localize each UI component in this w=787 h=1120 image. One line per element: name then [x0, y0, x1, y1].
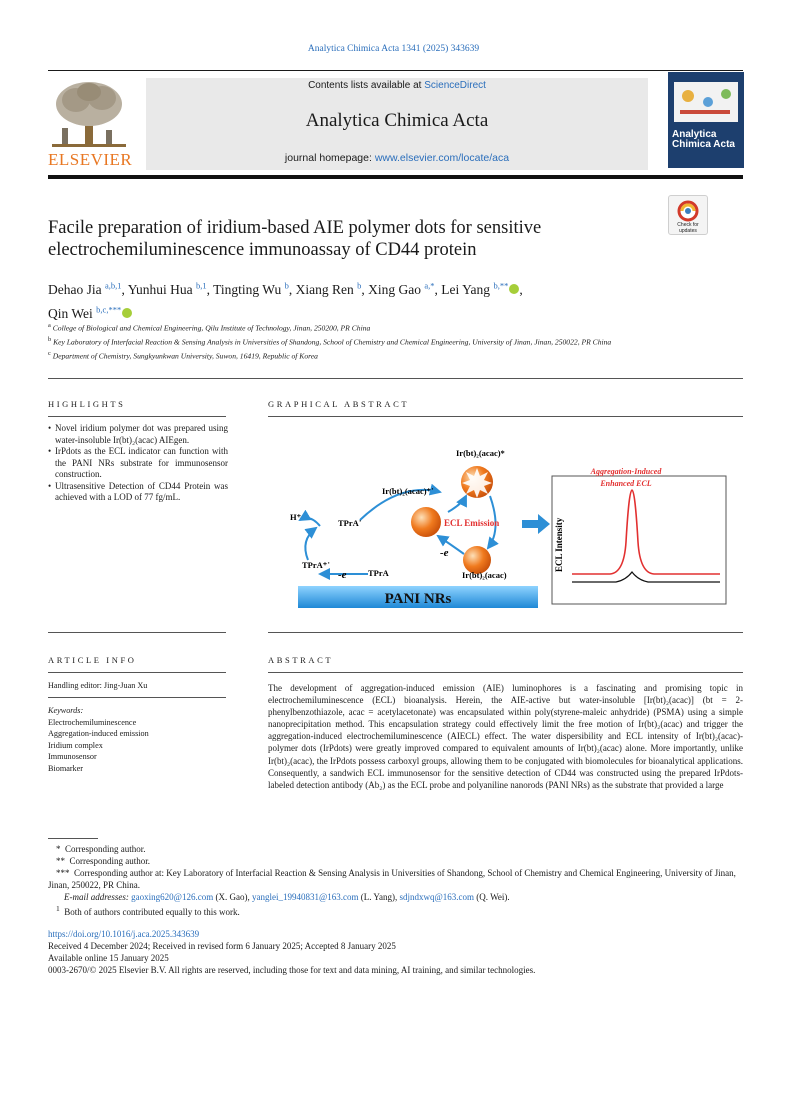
proton-label: H⁺ [290, 512, 302, 522]
journal-cover-image[interactable] [668, 72, 744, 168]
arrow [300, 518, 320, 526]
graphical-abstract-figure[interactable] [280, 432, 740, 622]
tpra-label: TPrA [368, 568, 389, 578]
homepage-line: journal homepage: www.elsevier.com/locate/aca [284, 152, 510, 164]
highlight-item: • Novel iridium polymer dot was prepared using water-insoluble Ir(bt)₂(acac) AIEgen. [48, 423, 228, 446]
author: Qin Wei $^{b,c,***}$ [48, 306, 132, 321]
affiliation: $^a$ College of Biological and Chemical Engineering, Qilu Institute of Technology, Jinan, 250200, PR China [48, 322, 371, 333]
keyword: Electrochemiluminescence [48, 717, 137, 727]
article-info-heading: ARTICLE INFO [48, 655, 137, 665]
footnote-corresponding: * Corresponding author. [56, 844, 146, 854]
ecl-plot-frame [552, 476, 726, 604]
keyword: Aggregation-induced emission [48, 729, 149, 738]
plot-y-axis-label: ECL Intensity [554, 517, 564, 572]
received-dates: Received 4 December 2024; Received in revised form 6 January 2025; Accepted 8 January 2025 [48, 941, 396, 952]
article-info-rule [48, 697, 226, 698]
journal-citation[interactable]: Analytica Chimica Acta 1341 (2025) 343639 [307, 44, 480, 54]
article-info-rule [48, 672, 226, 673]
left-column-rule [48, 632, 226, 633]
online-date: Available online 15 January 2025 [48, 953, 169, 964]
author: Lei Yang $^{b,**}$ , [441, 280, 523, 297]
keyword: Iridium complex [48, 740, 103, 750]
plot-title-line2: Enhanced ECL [600, 479, 652, 488]
keywords-block [48, 705, 226, 774]
orcid-icon[interactable] [509, 284, 519, 294]
doi-link[interactable]: https://doi.org/10.1016/j.aca.2025.343639 [48, 929, 200, 939]
footnotes [48, 843, 748, 919]
author-list [48, 275, 748, 324]
ecl-emission-label: ECL Emission [444, 518, 500, 528]
tpra-radical-label: TPrA˙ [338, 518, 362, 528]
highlight-item: • IrPdots as the ECL indicator can function with the PANI NRs substrate for immunosensor construction. [48, 446, 228, 481]
footnote-corresponding: *** Corresponding author at: Key Laboratory of Interfacial Reaction & Sensing Analysis in Universities of Shandong, School of Chemistry and Chemical Engineering, University of Jinan, Jinan, 250022, PR China. [48, 868, 736, 891]
masthead-bottom-bar [48, 175, 743, 179]
graphical-abstract-rule [268, 416, 743, 417]
abstract-rule [268, 672, 743, 673]
author: Yunhui Hua $^{b,1}$, [127, 280, 214, 297]
affiliations [48, 320, 668, 362]
ecl-emission-particle [411, 507, 441, 537]
abstract-heading: ABSTRACT [268, 655, 334, 665]
publication-info [48, 928, 748, 976]
orcid-icon[interactable] [122, 308, 132, 318]
copyright: 0003-2670/© 2025 Elsevier B.V. All rights are reserved, including those for text and data mining, AI training, and similar technologies. [48, 965, 536, 976]
electron-loss-label: -e [440, 547, 449, 559]
email-link[interactable]: sdjndxwq@163.com [399, 892, 475, 903]
right-column-rule [268, 632, 743, 633]
emission-burst-icon [462, 468, 492, 498]
highlight-item: • Ultrasensitive Detection of CD44 Protein was achieved with a LOD of 77 fg/mL. [48, 481, 228, 504]
affiliation: $^b$ Key Laboratory of Interfacial Reaction & Sensing Analysis in Universities of Shandong, School of Chemistry and Chemical Engineering, University of Jinan, Jinan, 250022, PR China [48, 336, 612, 347]
author: Xiang Ren $^b$, [295, 280, 369, 297]
author: Xing Gao $^{a,*}$, [368, 280, 442, 297]
excited-state-label: Ir(bt)₂(acac)* [456, 448, 505, 458]
footnote-rule [48, 838, 98, 839]
publisher-logo-text: ELSEVIER [48, 150, 133, 169]
contents-line: Contents lists available at ScienceDirect [308, 80, 486, 91]
article-title: Facile preparation of iridium-based AIE polymer dots for sensitive electrochemiluminescence immunoassay of CD44 protein [48, 218, 542, 260]
highlights-list [48, 423, 228, 504]
email-link[interactable]: gaoxing620@126.com [131, 892, 214, 903]
keyword: Biomarker [48, 763, 84, 773]
highlights-rule [48, 416, 226, 417]
email-link[interactable]: yanglei_19940831@163.com [251, 892, 359, 903]
cation-label: Ir(bt)₂(acac)⁺˙ [382, 486, 434, 496]
affiliation: $^c$ Department of Chemistry, Sungkyunkwan University, Suwon, 16419, Republic of Korea [48, 350, 318, 361]
footnote-equal-contribution: $^1$ Both of authors contributed equally to this work. [56, 904, 240, 918]
footnote-emails: E-mail addresses: gaoxing620@126.com (X. Gao), yanglei_19940831@163.com (L. Yang), sdjndxwq@163.com (Q. Wei). [64, 892, 510, 903]
graphical-abstract-heading: GRAPHICAL ABSTRACT [268, 399, 410, 409]
abstract-text: The development of aggregation-induced emission (AIE) luminophores is a fascinating and promising topic in electrochemiluminescence (ECL) bioanalysis. Herein, the AIE-active but water-insoluble [Ir(bt)₂(acac)] (bt = 2-phenylbenzothiazole, acac = acetylacetonate) was encapsulated within poly(styrene-maleic anhydride) (PSMA) using a simple nanoprecipitation method. This encapsulation strategy could effectively limit the free motion of Ir(bt)₂(acac) and trigger the aggregation-induced electrochemiluminescence (AIECL) effect. The water dispersibility and ECL intensity of Ir(bt)₂(acac)-polymer dots (IrPdots) were greatly improved compared to equivalent amounts of Ir(bt)₂(acac) alone. More importantly, unlike Ir(bt)₂(acac), the IrPdots possess carboxyl groups, allowing them to be conjugated with biomolecules for bioanalytical applications. Consequently, a sandwich ECL immunosensor for the sensitive detection of CD44 was constructed using the prepared IrPdots-labeled detection antibody (Ab₂) as the ECL probe and polyaniline nanorods (PANI NRs) as the substrate that provided a large [268, 683, 743, 790]
highlights-heading: HIGHLIGHTS [48, 399, 126, 409]
ground-state-label: Ir(bt)₂(acac) [462, 570, 507, 580]
footnote-corresponding: ** Corresponding author. [56, 856, 150, 867]
plot-title-line1: Aggregation-Induced [590, 467, 662, 476]
cover-title: Analytica Chimica Acta [672, 129, 735, 150]
sciencedirect-link[interactable]: ScienceDirect [424, 80, 486, 91]
author: Tingting Wu $^b$, [213, 280, 296, 297]
author: Dehao Jia $^{a,b,1}$, [48, 280, 128, 297]
tpra-cation-label: TPrA⁺˙ [302, 560, 331, 570]
arrow [305, 528, 316, 560]
electron-loss-label: -e [338, 569, 347, 581]
keyword: Immunosensor [48, 752, 97, 761]
substrate-label: PANI NRs [384, 591, 452, 607]
homepage-link[interactable]: www.elsevier.com/locate/aca [374, 152, 510, 164]
keywords-label: Keywords: [48, 706, 84, 715]
masthead-top-rule [48, 70, 743, 71]
transition-arrow-icon [522, 514, 550, 534]
crossmark-label: Check for updates [677, 222, 699, 234]
arrow [448, 496, 466, 512]
journal-name: Analytica Chimica Acta [305, 110, 489, 131]
check-for-updates-badge[interactable] [668, 195, 708, 235]
section-divider [48, 378, 743, 379]
handling-editor: Handling editor: Jing-Juan Xu [48, 681, 148, 690]
